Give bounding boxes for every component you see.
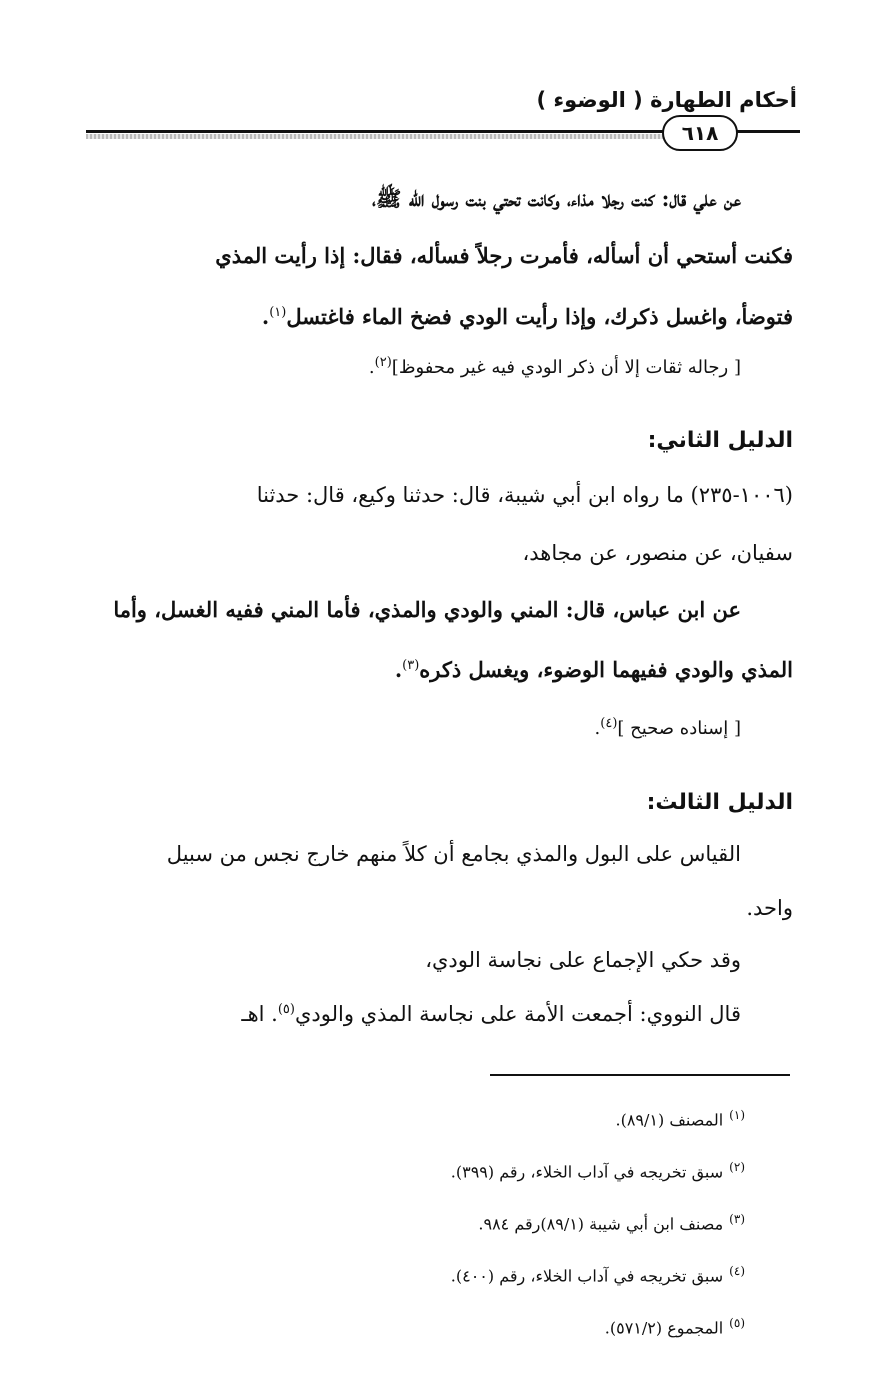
text-line: سفيان، عن منصور، عن مجاهد، — [522, 541, 793, 565]
text-line: واحد. — [746, 896, 793, 920]
footnote-number: (٣) — [729, 1212, 745, 1226]
footnote-text: سبق تخريجه في آداب الخلاء، رقم (٣٩٩). — [450, 1162, 724, 1182]
text-line: عن ابن عباس، قال: المني والودي والمذي، فأما المني ففيه الغسل، وأما — [113, 597, 741, 622]
footnote-text: مصنف ابن أبي شيبة (٨٩/١)رقم ٩٨٤. — [478, 1214, 724, 1234]
footnote-number: (٢) — [729, 1160, 745, 1174]
footnote-ref: (٣) — [402, 658, 420, 673]
text-line-content: فتوضأ، واغسل ذكرك، وإذا رأيت الودي فضخ الماء فاغتسل — [286, 304, 793, 329]
hadith-paragraph-1 — [78, 170, 793, 345]
header-rule — [86, 130, 664, 133]
grade-note-2: [ إسناده صحيح ]$^{(٤)}$. — [594, 716, 741, 739]
page-number: ٦١٨ — [662, 115, 738, 151]
footnote-ref: (٥) — [277, 1002, 295, 1017]
text-line: عن علي قال: كنت رجلا مذاء، وكانت تحتي بنت رسول الله ﷺ، — [372, 186, 741, 211]
text-line: المذي والودي ففيهما الوضوء، ويغسل ذكره$^{(٣)}$. — [394, 657, 793, 682]
grade-text: [ رجاله ثقات إلا أن ذكر الودي فيه غير محفوظ] — [391, 357, 741, 378]
footnotes — [451, 1095, 745, 1355]
footnote-item — [451, 1199, 745, 1251]
qiyas-paragraph — [78, 827, 793, 935]
footnote-text: المصنف (٨٩/١). — [615, 1110, 724, 1130]
section-heading-2: الدليل الثاني: — [647, 428, 793, 453]
footnote-number: (٤) — [729, 1264, 745, 1278]
footnote-item — [451, 1303, 745, 1355]
isnad-paragraph — [78, 466, 793, 582]
section-heading-3: الدليل الثالث: — [646, 790, 793, 815]
text-line: (١٠٠٦-٢٣٥) ما رواه ابن أبي شيبة، قال: حدثنا وكيع، قال: حدثنا — [256, 483, 793, 507]
grade-note-1: [ رجاله ثقات إلا أن ذكر الودي فيه غير محفوظ]$^{(٢)}$. — [368, 355, 741, 378]
text-line-content: المذي والودي ففيهما الوضوء، ويغسل ذكره — [419, 657, 793, 682]
footnote-text: المجموع (٥٧١/٢). — [604, 1318, 724, 1338]
text-line: فكنت أستحي أن أسأله، فأمرت رجلاً فسأله، فقال: إذا رأيت المذي — [215, 243, 793, 268]
footnote-separator — [490, 1074, 790, 1076]
main-text — [78, 170, 793, 1039]
nawawi-text: قال النووي: أجمعت الأمة على نجاسة المذي والودي — [294, 1002, 741, 1026]
footnote-ref: (١) — [269, 305, 287, 320]
footnote-number: (١) — [729, 1108, 745, 1122]
header-rule-shade — [86, 134, 664, 139]
footnote-item — [451, 1147, 745, 1199]
header-rule-right — [736, 130, 800, 133]
footnote-text: سبق تخريجه في آداب الخلاء، رقم (٤٠٠). — [450, 1266, 724, 1286]
footnote-ref: (٤) — [600, 716, 618, 731]
footnote-item — [451, 1095, 745, 1147]
footnote-item — [451, 1251, 745, 1303]
hadith-paragraph-2 — [78, 582, 793, 698]
grade-text: [ إسناده صحيح ] — [617, 718, 741, 739]
footnote-ref: (٢) — [374, 355, 392, 370]
text-line: فتوضأ، واغسل ذكرك، وإذا رأيت الودي فضخ الماء فاغتسل$^{(١)}$. — [261, 304, 793, 329]
nawawi-tail: . اهـ — [241, 1002, 278, 1026]
footnote-number: (٥) — [729, 1316, 745, 1330]
ijma-paragraph: وقد حكي الإجماع على نجاسة الودي، — [425, 948, 741, 972]
nawawi-paragraph — [78, 985, 793, 1039]
text-line: القياس على البول والمذي بجامع أن كلاً منهم خارج نجس من سبيل — [166, 842, 741, 866]
running-title: أحكام الطهارة ( الوضوء ) — [536, 88, 797, 112]
